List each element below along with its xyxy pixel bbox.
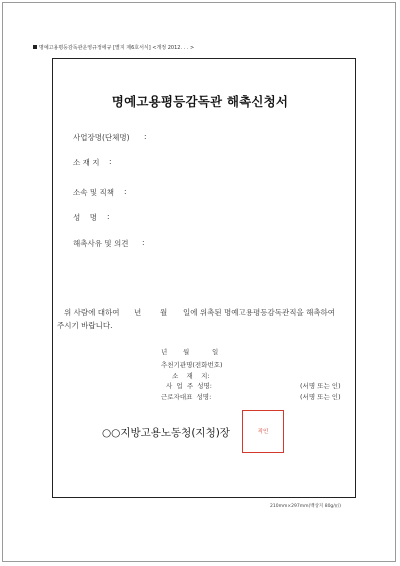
org-name-label: 사업장명(단체명) [73, 133, 130, 142]
date-month-label: 월 [183, 348, 190, 356]
body-line-1-end: 일에 위촉된 명예고용평등감독관직을 해촉하여 [183, 308, 336, 317]
department-label: 소속 및 직책 [73, 188, 114, 197]
person-name-colon: : [107, 212, 110, 221]
worker-rep-label: 근로자대표 성명: [161, 393, 212, 401]
reason-label: 해촉사유 및 의견 [73, 239, 129, 248]
date-year-label: 년 [161, 348, 168, 356]
addressee: ○○지방고용노동청(지청)장 [102, 427, 230, 439]
paper-spec-note: 210mm×297mm(백상지 80g/㎡) [270, 504, 342, 509]
official-seal-box [242, 410, 284, 453]
date-day-label: 일 [212, 348, 219, 356]
body-month-label: 월 [160, 308, 168, 317]
recommender-label: 추천기관명(전화번호) [161, 361, 223, 369]
address-label: 소 재 지 [73, 158, 100, 167]
address2-label: 소 재 지: [172, 372, 210, 380]
form-header-text: 명예고용평등감독관운영규정에규 [별지 제6호서식] <개정 2012. . . > [39, 45, 195, 51]
reason-colon: : [142, 238, 145, 247]
department-colon: : [124, 187, 127, 196]
square-bullet-icon [33, 45, 37, 49]
form-title: 명예고용평등감독관 해촉신청서 [111, 94, 289, 109]
form-header-note [33, 44, 194, 51]
employer-label: 사 업 주 성명: [166, 382, 212, 390]
body-year-label: 년 [134, 308, 142, 317]
worker-rep-signature-note: (서명 또는 인) [300, 393, 341, 401]
body-line-1-start: 위 사람에 대하여 [64, 308, 120, 317]
address-colon: : [109, 157, 112, 166]
org-name-colon: : [144, 132, 147, 141]
person-name-label: 성 명 [73, 213, 98, 222]
employer-signature-note: (서명 또는 인) [300, 382, 341, 390]
seal-label: 직인 [257, 429, 269, 435]
body-line-2: 주시기 바랍니다. [57, 321, 113, 330]
